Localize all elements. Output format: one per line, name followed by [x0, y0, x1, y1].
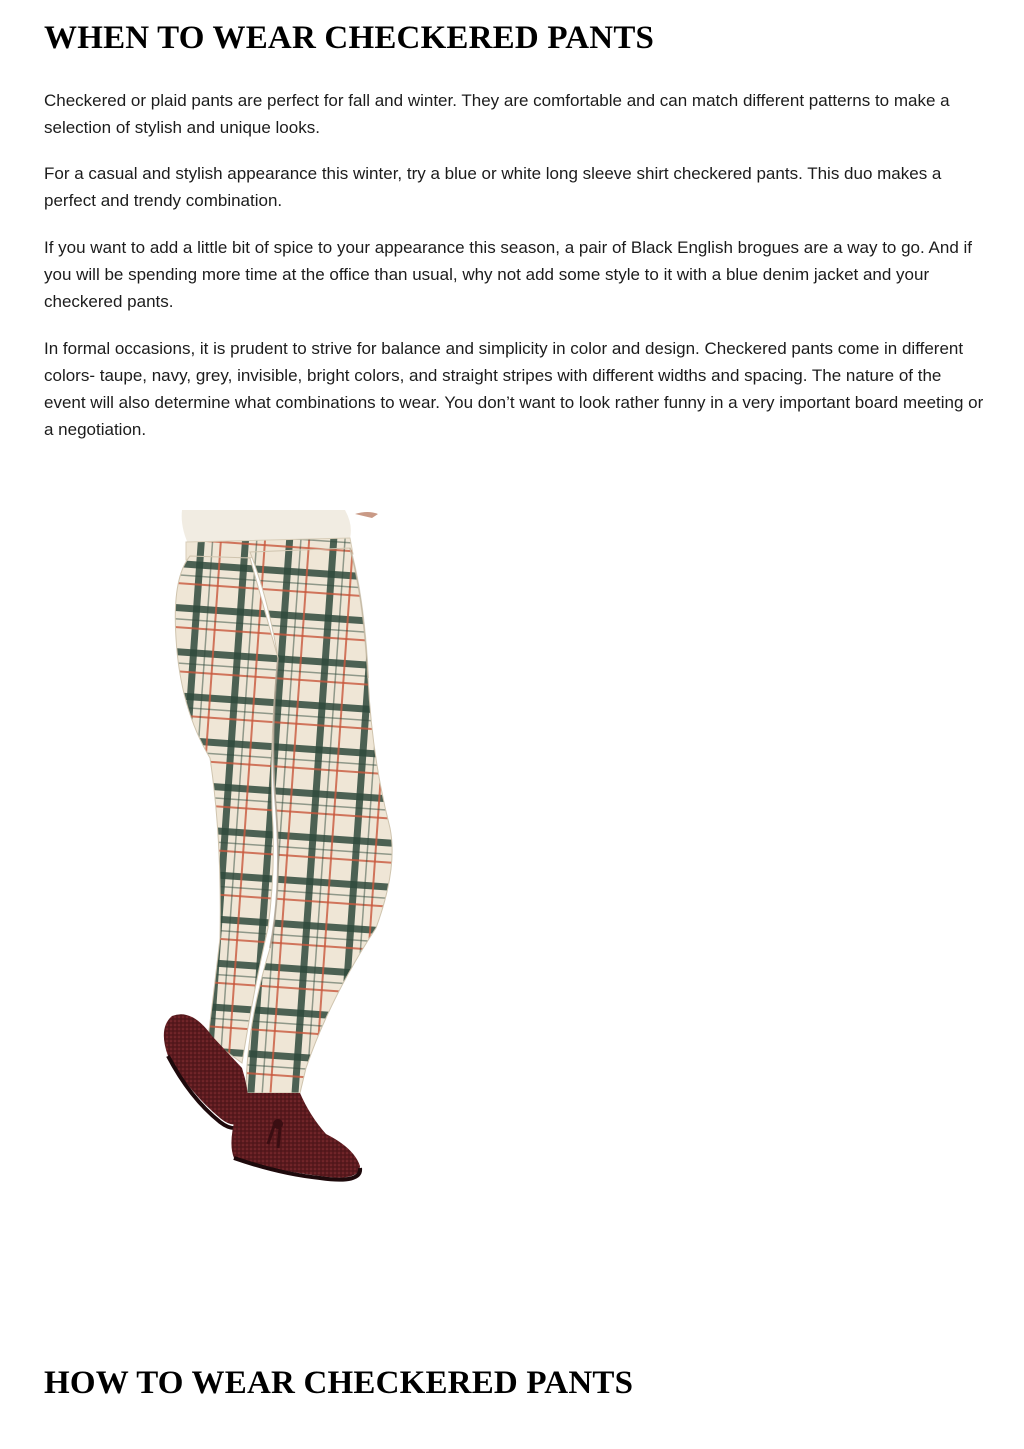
checkered-pants-photo	[150, 508, 410, 1193]
section-heading-when: WHEN TO WEAR CHECKERED PANTS	[44, 20, 655, 56]
paragraph: Checkered or plaid pants are perfect for fall and winter. They are comfortable and can match different patterns to make a selection of stylish and unique looks.	[44, 91, 950, 137]
paragraph: For a casual and stylish appearance this winter, try a blue or white long sleeve shirt checkered pants. This duo makes a perfect and trendy combination.	[44, 164, 942, 210]
paragraph: In formal occasions, it is prudent to strive for balance and simplicity in color and design. Checkered pants come in different colors- taupe, navy, grey, invisible, bright colors, and straight stripes with different widths and spacing. The nature of the event will also determine what combinations to wear. You don’t want to look rather funny in a very important board meeting or a negotiation.	[44, 339, 984, 439]
section-heading-how: HOW TO WEAR CHECKERED PANTS	[44, 1365, 634, 1401]
paragraph: If you want to add a little bit of spice to your appearance this season, a pair of Black English brogues are a way to go. And if you will be spending more time at the office than usual, why not add some style to it with a blue denim jacket and your checkered pants.	[44, 238, 972, 311]
